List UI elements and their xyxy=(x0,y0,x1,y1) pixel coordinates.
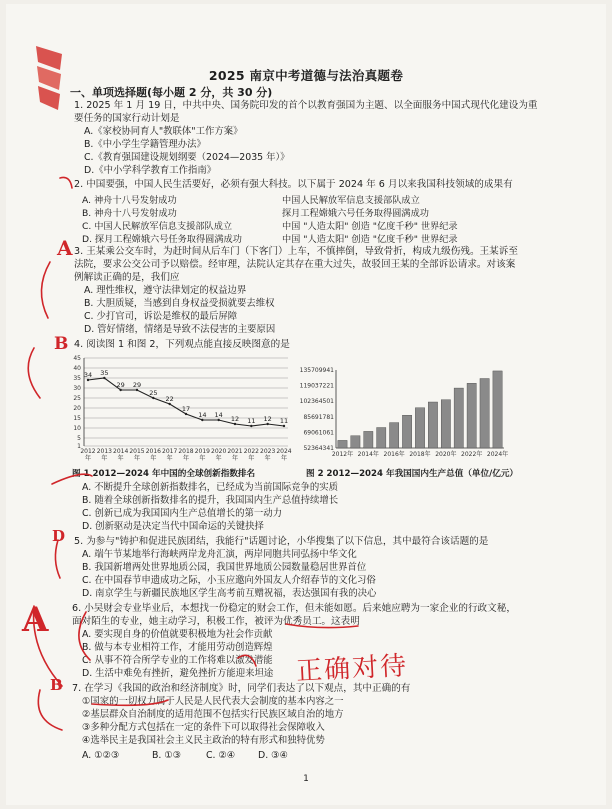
fig2-y-tick: 119037221 xyxy=(299,382,334,390)
handwritten-answer-a-large: A xyxy=(22,600,49,640)
fig1-data-label: 11 xyxy=(247,417,256,425)
fig2-bar xyxy=(415,408,424,448)
fig1-point xyxy=(87,379,89,381)
fig2-y-tick: 135709941 xyxy=(299,367,334,374)
fig1-x-tick-unit: 年 xyxy=(215,455,222,462)
fig1-x-tick: 2016 xyxy=(145,448,161,455)
q6-stem-line1: 6. 小吴财会专业毕业后，本想找一份稳定的财会工作，但未能如愿。后来她应聘为一家企业的行政文秘， xyxy=(72,603,516,614)
q5-stem: 5. 为参与"铸护和促进民族团结，我能行"话题讨论，小华搜集了以下信息，其中最符合该话题的是 xyxy=(74,536,489,547)
fig1-data-label: 11 xyxy=(279,417,289,425)
fig1-point xyxy=(168,403,170,405)
gdp-bar-chart xyxy=(292,364,510,464)
fig1-x-tick-unit: 年 xyxy=(199,455,206,462)
q5-option-a: A. 端午节某地举行海峡两岸龙舟汇演，两岸同胞共同弘扬中华文化 xyxy=(82,549,357,560)
fig1-data-label: 12 xyxy=(263,415,272,423)
q6-stem-line2: 面对陌生的专业，她主动学习，积极工作，被评为优秀员工。这表明 xyxy=(72,616,360,627)
fig1-data-label: 17 xyxy=(181,405,191,413)
q4-option-b: B. 随着全球创新指数排名的提升，我国国内生产总值持续增长 xyxy=(82,495,339,506)
q7-item-1: ①国家的一切权力属于人民是人民代表大会制度的基本内容之一 xyxy=(82,696,344,707)
fig1-x-tick-unit: 年 xyxy=(231,455,239,462)
q2-option-d-right: 中国 "人造太阳" 创造 "亿度千秒" 世界纪录 xyxy=(282,234,458,245)
fig1-x-tick-unit: 年 xyxy=(280,455,288,462)
fig1-x-tick: 2013 xyxy=(96,448,112,455)
fig1-x-tick-unit: 年 xyxy=(84,455,92,462)
q6-option-a: A. 要实现自身的价值就要积极地为社会作贡献 xyxy=(82,629,273,640)
fig1-y-tick: 10 xyxy=(73,425,81,432)
fig1-y-tick: 40 xyxy=(73,365,81,372)
fig1-y-tick: 30 xyxy=(73,385,81,392)
q6-option-d: D. 生活中难免有挫折，避免挫折方能迎来坦途 xyxy=(82,668,274,679)
q7-stem: 7. 在学习《我国的政治和经济制度》时，同学们表达了以下观点，其中正确的有 xyxy=(72,683,411,694)
fig2-x-tick: 2018年 xyxy=(409,451,431,458)
fig2-bar xyxy=(441,400,450,448)
handwritten-answer-b: B xyxy=(54,334,69,354)
fig1-y-tick: 15 xyxy=(73,415,81,422)
q2-option-c-left: C. 中国人民解放军信息支援部队成立 xyxy=(82,221,233,232)
fig1-data-label: 34 xyxy=(83,371,93,379)
fig2-x-tick: 2022年 xyxy=(461,451,483,458)
fig2-y-tick: 102364501 xyxy=(299,398,334,406)
fig1-point xyxy=(234,423,236,425)
fig1-point xyxy=(266,423,268,425)
q2-option-b-left: B. 神舟十八号发射成功 xyxy=(82,208,177,219)
q7-choice-d: D. ③④ xyxy=(258,750,288,761)
figure1-caption: 图 1 2012—2024 年中国的全球创新指数排名 xyxy=(72,469,256,479)
fig1-y-tick: 45 xyxy=(73,355,81,362)
fig2-bar xyxy=(493,371,502,448)
q7-choice-a: A. ①②③ xyxy=(82,750,120,761)
q5-option-c: C. 在中国春节申遗成功之际，小玉应邀向外国友人介绍春节的文化习俗 xyxy=(82,575,376,586)
fig1-x-tick-unit: 年 xyxy=(101,455,108,462)
q5-option-b: B. 我国新增两处世界地质公园，我国世界地质公园数量稳居世界首位 xyxy=(82,562,367,573)
fig1-point xyxy=(217,419,219,421)
fig1-y-tick: 35 xyxy=(73,375,81,382)
fig1-x-tick-unit: 年 xyxy=(133,455,141,462)
fig1-data-label: 14 xyxy=(214,411,223,419)
fig1-point xyxy=(185,413,187,415)
fig1-data-label: 29 xyxy=(132,381,142,389)
fig1-x-tick: 2023 xyxy=(260,448,276,455)
q3-stem-line1: 3. 王某乘公交车时，为赶时间从后车门（下客门）上车，不慎摔倒，导致骨折，构成九级伤残。王某诉至 xyxy=(74,246,518,257)
fig1-point xyxy=(136,389,138,391)
section-heading: 一、单项选择题(每小题 2 分，共 30 分) xyxy=(70,86,273,99)
fig1-x-tick-unit: 年 xyxy=(117,455,124,462)
exam-title: 2025 南京中考道德与法治真题卷 xyxy=(208,68,404,83)
q3-option-a: A. 理性维权，遵守法律划定的权益边界 xyxy=(84,285,247,296)
fig1-data-label: 12 xyxy=(230,415,240,423)
figure2-caption: 图 2 2012—2024 年我国国内生产总值（单位/亿元） xyxy=(306,469,519,479)
q2-option-a-left: A. 神舟十八号发射成功 xyxy=(82,195,177,206)
fig1-data-label: 14 xyxy=(198,411,207,419)
innovation-rank-line-chart xyxy=(66,352,294,464)
fig1-y-tick: 20 xyxy=(73,405,81,412)
q3-option-d: D. 管好情绪，情绪是导致不法侵害的主要原因 xyxy=(84,324,276,335)
fig1-x-tick: 2014 xyxy=(113,448,129,455)
fig1-point xyxy=(250,425,252,427)
fig1-x-tick: 2012 xyxy=(80,448,96,455)
q2-option-c-right: 中国 "人造太阳" 创造 "亿度千秒" 世界纪录 xyxy=(282,221,458,232)
fig2-bar xyxy=(377,428,386,448)
q2-option-d-left: D. 探月工程嫦娥六号任务取得圆满成功 xyxy=(82,234,242,245)
q1-option-a: A.《家校协同育人"教联体"工作方案》 xyxy=(84,126,243,137)
fig1-x-tick: 2019 xyxy=(194,448,210,455)
q2-option-a-right: 中国人民解放军信息支援部队成立 xyxy=(282,195,420,206)
fig1-data-label: 29 xyxy=(116,381,125,389)
fig2-y-tick: 52364341 xyxy=(303,445,334,452)
handwritten-answer-a: A xyxy=(57,236,73,260)
handwritten-answer-d: D xyxy=(52,527,66,545)
q2-stem: 2. 中国要强，中国人民生活要好，必须有强大科技。以下属于 2024 年 6 月以来我国科技领域的成果有 xyxy=(74,179,513,190)
q7-item-2: ②基层群众自治制度的适用范围不包括实行民族区域自治的地方 xyxy=(82,709,344,720)
fig1-x-tick-unit: 年 xyxy=(248,455,255,462)
fig2-x-tick: 2020年 xyxy=(435,451,457,458)
fig2-x-tick: 2014年 xyxy=(357,451,379,458)
q3-stem-line2: 法院，要求公交公司予以赔偿。经审理，法院认定其存在重大过失，故驳回王某的全部诉讼请求。对该案 xyxy=(74,259,516,270)
fig1-point xyxy=(283,425,285,427)
fig2-bar xyxy=(390,423,399,448)
fig2-x-tick: 2012年 xyxy=(331,451,354,458)
q6-option-c: C. 从事不符合所学专业的工作将难以激发潜能 xyxy=(82,655,273,666)
fig1-x-tick: 2022 xyxy=(243,448,259,455)
q1-option-d: D.《中小学科学教育工作指南》 xyxy=(84,165,217,176)
fig1-x-tick-unit: 年 xyxy=(150,455,157,462)
q7-item-3: ③多种分配方式包括在一定的条件下可以取得社会保障收入 xyxy=(82,722,325,733)
fig1-x-tick: 2018 xyxy=(178,448,194,455)
fig2-bar xyxy=(480,379,489,448)
fig1-x-tick: 2017 xyxy=(162,448,178,455)
fig2-bar xyxy=(351,436,360,448)
q3-option-b: B. 大胆质疑，当感到自身权益受损就要去维权 xyxy=(84,298,275,309)
q1-option-c: C.《教育强国建设规划纲要（2024—2035 年）》 xyxy=(84,152,290,163)
page-number: 1 xyxy=(303,774,309,784)
q4-option-a: A. 不断提升全球创新指数排名，已经成为当前国际竞争的实质 xyxy=(82,482,338,493)
fig2-bar xyxy=(402,415,411,448)
q2-option-b-right: 探月工程嫦娥六号任务取得圆满成功 xyxy=(282,208,429,219)
fig2-bar xyxy=(428,402,437,448)
q7-item-4: ④选举民主是我国社会主义民主政治的特有形式和独特优势 xyxy=(82,735,325,746)
fig1-point xyxy=(152,397,154,399)
handwritten-answer-b-2: B xyxy=(50,676,63,694)
fig1-point xyxy=(103,377,105,379)
fig2-bar xyxy=(454,388,463,448)
q4-option-d: D. 创新驱动是决定当代中国命运的关键抉择 xyxy=(82,521,264,532)
fig1-x-tick: 2024 xyxy=(276,448,292,455)
q7-choice-b: B. ①③ xyxy=(152,750,182,761)
fig1-x-tick-unit: 年 xyxy=(264,455,271,462)
fig1-x-tick-unit: 年 xyxy=(182,455,190,462)
q3-option-c: C. 少打官司，诉讼是维权的最后屏障 xyxy=(84,311,238,322)
fig2-y-tick: 69061061 xyxy=(303,429,334,437)
fig2-x-tick: 2024年 xyxy=(486,451,509,458)
fig2-bar xyxy=(338,440,347,448)
fig1-data-label: 25 xyxy=(149,389,158,397)
fig1-point xyxy=(201,419,203,421)
fig2-y-tick: 85691781 xyxy=(303,413,334,421)
fig2-bar xyxy=(467,383,476,448)
q5-option-d: D. 南京学生与新疆民族地区学生高考前互赠祝福，表达强国有我的决心 xyxy=(82,588,377,599)
fig2-x-tick: 2016年 xyxy=(383,451,405,458)
q1-option-b: B.《中小学生学籍管理办法》 xyxy=(84,139,206,150)
fig1-point xyxy=(119,389,121,391)
q7-choice-c: C. ②④ xyxy=(206,750,236,761)
fig1-y-tick: 25 xyxy=(73,395,81,402)
fig1-x-tick-unit: 年 xyxy=(166,455,173,462)
fig1-x-tick: 2021 xyxy=(227,448,243,455)
fig1-x-tick: 2020 xyxy=(211,448,227,455)
q4-stem: 4. 阅读图 1 和图 2，下列观点能直接反映图意的是 xyxy=(74,339,290,350)
q3-stem-line3: 例解读正确的是，我们应 xyxy=(74,272,180,283)
q1-stem-line2: 要任务的国家行动计划是 xyxy=(74,113,180,124)
fig1-x-tick: 2015 xyxy=(129,448,145,455)
fig2-bar xyxy=(364,431,373,448)
fig1-data-label: 35 xyxy=(100,369,109,377)
fig1-y-tick: 1 xyxy=(77,443,81,450)
fig1-data-label: 22 xyxy=(165,395,174,403)
handwritten-comment: 正确对待 xyxy=(295,651,409,687)
q6-option-b: B. 做与本专业相符工作，才能用劳动创造辉煌 xyxy=(82,642,273,653)
q4-option-c: C. 创新已成为我国国内生产总值增长的第一动力 xyxy=(82,508,283,519)
fig1-y-tick: 5 xyxy=(77,435,81,442)
q1-stem-line1: 1. 2025 年 1 月 19 日，中共中央、国务院印发的首个以教育强国为主题、以全面服务中国式现代化建设为重 xyxy=(74,100,538,111)
